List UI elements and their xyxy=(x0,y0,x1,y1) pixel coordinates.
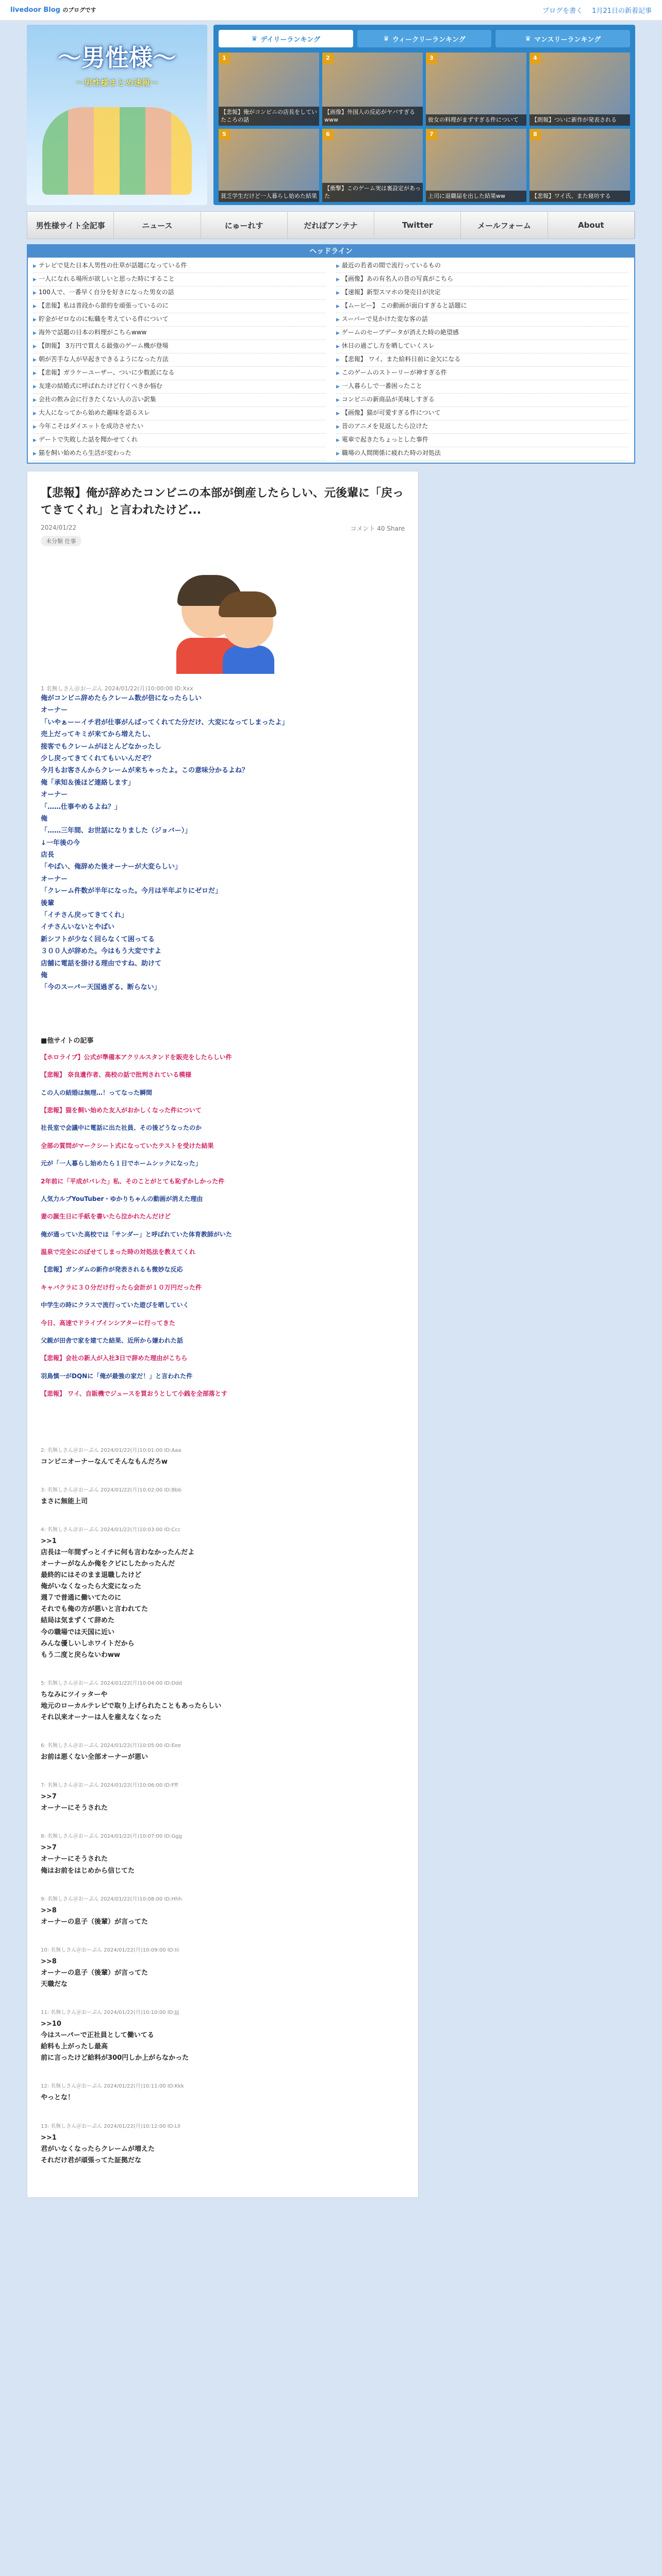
comment xyxy=(41,1446,405,1468)
recommended-link[interactable]: 【ホロライブ】公式が準備本アクリルスタンドを販売をしたらしい件 xyxy=(41,1053,232,1061)
comment-body: >>8 オーナーの息子（後輩）が言ってた xyxy=(41,1906,148,1926)
headline-link[interactable]: ▶ デートで失敗した話を聞かせてくれ xyxy=(33,434,326,447)
recommended-link[interactable]: 【悲報】 奈良遺作者、高校の話で批判されている模様 xyxy=(41,1071,192,1079)
headline-link[interactable]: ▶ 猫を飼い始めたら生活が変わった xyxy=(33,447,326,461)
recommended-link[interactable]: 俺が通っていた高校では「サンダー」と呼ばれていた体育教師がいた xyxy=(41,1230,232,1238)
headline-title: ヘッドライン xyxy=(28,245,634,258)
nav-news[interactable]: ニュース xyxy=(114,212,201,239)
comment xyxy=(41,2008,405,2064)
recommended-link[interactable]: 中学生の時にクラスで流行っていた遊びを晒していく xyxy=(41,1301,189,1309)
comment xyxy=(41,1525,405,1661)
brand-tail: のブログです xyxy=(62,7,96,13)
ranking-caption: 貧乏学生だけど一人暮らし始めた結果 xyxy=(219,191,319,202)
tab-daily-ranking[interactable] xyxy=(219,30,353,47)
headline-link[interactable]: ▶ 海外で話題の日本の料理がこちらwww xyxy=(33,327,326,340)
ranking-item[interactable] xyxy=(529,129,630,202)
headline-link[interactable]: ▶ ゲームのセーブデータが消えた時の絶望感 xyxy=(336,327,629,340)
tab-weekly-ranking[interactable] xyxy=(357,30,492,47)
comment-body: >>10 今はスーパーで正社員として働いてる 給料も上がったし最高 前に言ったけど給料が300円しか上がらなかった xyxy=(41,2020,189,2062)
ranking-caption: 【悲報】俺がコンビニの店長をしていたころの話 xyxy=(219,107,319,126)
comment-body: >>7 オーナーにそうされた 俺はお前をはじめから信じてた xyxy=(41,1844,135,1875)
headline-link[interactable]: ▶ 【悲報】 ワイ、また給料日前に金欠になる xyxy=(336,353,629,367)
recommended-link[interactable]: 全部の質問がマークシート式になっていたテストを受けた結果 xyxy=(41,1142,214,1149)
comment-count[interactable]: コメント 40 Share xyxy=(350,525,405,532)
comment xyxy=(41,1945,405,1990)
rank-badge: 7 xyxy=(426,129,437,140)
comment-header: 13: 名無しさん＠おーぷん 2024/01/22(月)10:12:00 ID:Lll xyxy=(41,2123,180,2129)
recommended-link[interactable]: 父親が田舎で家を建てた結果、近所から嫌われた話 xyxy=(41,1337,184,1345)
headline-link[interactable]: ▶ 貯金がゼロなのに転職を考えている件について xyxy=(33,313,326,327)
headline-link[interactable]: ▶ テレビで見た日本人男性の仕草が話題になっている件 xyxy=(33,260,326,273)
headline-link[interactable]: ▶ 職場の人間関係に疲れた時の対処法 xyxy=(336,447,629,461)
post-body: 俺がコンビニ辞めたらクレーム数が倍になったらしい オーナー 「いやぁーーイチ君が仕事がんばってくれてた分だけ、大変になってしまったよ」 売上だってキミが来てから増えたし、 接客でもクレームがほとんどなかったし 少し戻ってきてくれてもいいんだぞ？ 今月もお客さんからクレームが来ちゃったよ。この意味分かるよね？ 俺「承知＆後ほど連絡します」 オーナー 「……仕事やめるよね？」 俺 「……三年間、お世話になりました（ジョバー）」 ↓一年後の今 店長 「やばい、俺辞めた後オーナーが大変らしい」 オーナー 「クレーム件数が半年になった。今月は半年ぶりにゼロだ」 後輩 「イチさん戻ってきてくれ」 イチさんいないとやばい 新シフトが少なく回らなくて困ってる ３００人が辞めた。今はもう大変ですよ 店舗に電話を掛ける理由ですね、助けて 俺 「今のスーパー天国過ぎる、断らない」 xyxy=(41,694,289,992)
livedoor-blog-logo[interactable] xyxy=(10,6,96,14)
headline-link[interactable]: ▶ 休日の過ごし方を晒していくスレ xyxy=(336,340,629,353)
nav-antenna[interactable]: だれぽアンテナ xyxy=(288,212,374,239)
comment xyxy=(41,1894,405,1928)
comment-header: 9: 名無しさん＠おーぷん 2024/01/22(月)10:08:00 ID:Hhh xyxy=(41,1896,182,1902)
global-nav xyxy=(27,211,635,239)
recommended-link[interactable]: この人の結婚は無理…！ってなった瞬間 xyxy=(41,1089,153,1096)
headline-link[interactable]: ▶ 【画像】あの有名人の昔の写真がこちら xyxy=(336,273,629,286)
headline-link[interactable]: ▶ スーパーで見かけた変な客の話 xyxy=(336,313,629,327)
recommended-articles xyxy=(41,1035,405,1399)
headline-right-column xyxy=(331,258,634,463)
comment xyxy=(41,1832,405,1876)
comment-header: 3: 名無しさん＠おーぷん 2024/01/22(月)10:02:00 ID:Bbb xyxy=(41,1487,181,1493)
comment-header: 4: 名無しさん＠おーぷん 2024/01/22(月)10:03:00 ID:Ccc xyxy=(41,1527,181,1533)
ranking-caption: 【悲報】ワイ氏、また寝坊する xyxy=(529,191,630,202)
recommended-link[interactable]: 社長室で会議中に電話に出た社員、その後どうなったのか xyxy=(41,1124,202,1132)
comment-body: やっとな！ xyxy=(41,2094,75,2102)
headline-box xyxy=(27,244,635,464)
crown-icon: ♛ xyxy=(251,35,258,43)
shocked-people-illustration xyxy=(161,561,285,674)
ranking-item[interactable] xyxy=(426,53,526,126)
ranking-item[interactable] xyxy=(219,53,319,126)
top-bar xyxy=(0,0,662,21)
article-date: 2024/01/22 xyxy=(41,524,77,531)
rank-badge: 2 xyxy=(322,53,334,64)
recommended-link[interactable]: 【悲報】ガンダムの新作が発表されるも微妙な反応 xyxy=(41,1266,183,1274)
crown-icon: ♛ xyxy=(525,35,531,43)
comment xyxy=(41,1741,405,1763)
recommended-link[interactable]: 妻の誕生日に手紙を書いたら泣かれたんだけど xyxy=(41,1213,171,1221)
rank-badge: 3 xyxy=(426,53,437,64)
recommended-link[interactable]: キャバクラに３０分だけ行ったら会計が１０万円だった件 xyxy=(41,1283,202,1291)
ranking-item[interactable] xyxy=(322,129,423,202)
comment xyxy=(41,1485,405,1507)
category-tag[interactable]: 未分類 仕事 xyxy=(41,536,81,546)
comment-body: >>1 店長は一年間ずっとイチに何も言わなかったんだよ オーナーがなんか俺をクビにしたかったんだ 最終的にはそのまま退職したけど 俺がいなくなったら大変になった 週７で普通に働いてたのに それでも俺の方が悪いと言われてた 結局は気まずくて辞めた 今の職場では天国に近い みんな優しいしホワイトだから もう二度と戻らないわww xyxy=(41,1537,195,1659)
nav-about[interactable]: About xyxy=(548,212,635,239)
comments-section xyxy=(41,1446,405,2166)
comment xyxy=(41,2081,405,2104)
ranking-caption: 上司に退職届を出した結果ww xyxy=(426,191,526,202)
comment-header: 5: 名無しさん＠おーぷん 2024/01/22(月)10:04:00 ID:Ddd xyxy=(41,1680,182,1686)
headline-link[interactable]: ▶ 最近の若者の間で流行っているもの xyxy=(336,260,629,273)
comment xyxy=(41,2122,405,2166)
headline-link[interactable]: ▶ 一人暮らしで一番困ったこと xyxy=(336,380,629,394)
recommended-link[interactable]: 【悲報】猫を飼い始めた友人がおかしくなった件について xyxy=(41,1106,202,1114)
comment-body: お前は悪くない全部オーナーが悪い xyxy=(41,1753,148,1761)
recommended-link[interactable]: 人気力ルブYouTuber・ゆかりちゃんの動画が消えた理由 xyxy=(41,1195,203,1202)
headline-link[interactable]: ▶ 【画像】猫が可愛すぎる件について xyxy=(336,407,629,420)
comment-header: 11: 名無しさん＠おーぷん 2024/01/22(月)10:10:00 ID:Jjj xyxy=(41,2010,179,2016)
recommended-link[interactable]: 2年前に「平成がバレた」私、そのことがとても恥ずかしかった件 xyxy=(41,1177,225,1185)
headline-link[interactable]: ▶ 電車で起きたちょっとした事件 xyxy=(336,434,629,447)
write-blog-link[interactable]: ブログを書く xyxy=(542,7,583,15)
headline-link[interactable]: ▶ 【朗報】 3万円で買える最強のゲーム機が登場 xyxy=(33,340,326,353)
nav-twitter[interactable]: Twitter xyxy=(374,212,461,239)
headline-link[interactable]: ▶ 一人になれる場所が欲しいと思った時にすること xyxy=(33,273,326,286)
brand-main: livedoor xyxy=(10,6,41,14)
headline-link[interactable]: ▶ 【悲報】私は普段から節約を頑張っているのに xyxy=(33,300,326,313)
ranking-panel xyxy=(213,25,635,205)
comment-header: 10: 名無しさん＠おーぷん 2024/01/22(月)10:09:00 ID:Iii xyxy=(41,1947,179,1953)
nav-new-res[interactable]: にゅーれす xyxy=(201,212,288,239)
article-title: 【悲報】俺が辞めたコンビニの本部が倒産したらしい、元後輩に「戻ってきてくれ」と言われたけど... xyxy=(41,487,404,517)
comment-body: ちなみにツイッターや 地元のローカルテレビで取り上げられたこともあったらしい それ以来オーナーは人を雇えなくなった xyxy=(41,1690,222,1721)
headline-link[interactable]: ▶ 会社の飲み会に行きたくない人の言い訳集 xyxy=(33,394,326,407)
ranking-caption: 【画像】外国人の反応がヤバすぎるwww xyxy=(322,107,423,126)
site-subtitle: 〜男性様まとめ速報〜 xyxy=(75,78,158,88)
comment xyxy=(41,1781,405,1814)
post-header: 1 名無しさん＠おーぷん 2024/01/22(月)10:00:00 ID:Xxx xyxy=(41,685,193,692)
rank-badge: 4 xyxy=(529,53,541,64)
comment-body: まさに無能上司 xyxy=(41,1497,88,1505)
recommended-link[interactable]: 羽鳥慎一がDQNに「俺が最強の家だ！」と言われた件 xyxy=(41,1372,193,1380)
headline-link[interactable]: ▶ 【悲報】ガラケーユーザー、ついに少数派になる xyxy=(33,367,326,380)
ranking-item[interactable] xyxy=(219,129,319,202)
comment xyxy=(41,1679,405,1723)
ranking-caption: 彼女の料理がまずすぎる件について xyxy=(426,114,526,126)
comment-body: >>1 君がいなくなったらクレームが増えた それだけ君が頑張ってた証拠だな xyxy=(41,2133,155,2164)
headline-link[interactable]: ▶ このゲームのストーリーが神すぎる件 xyxy=(336,367,629,380)
rank-badge: 8 xyxy=(529,129,541,140)
ranking-item[interactable] xyxy=(529,53,630,126)
tab-monthly-ranking[interactable] xyxy=(495,30,630,47)
new-articles-link[interactable]: 1月21日の新着記事 xyxy=(592,7,652,15)
headline-link[interactable]: ▶ 今年こそはダイエットを成功させたい xyxy=(33,420,326,434)
recommended-link[interactable]: 【悲報】会社の新人が入社3日で辞めた理由がこちら xyxy=(41,1354,188,1362)
headline-link[interactable]: ▶ 朝が苦手な人が早起きできるようになった方法 xyxy=(33,353,326,367)
headline-link[interactable]: ▶ 友達の結婚式に呼ばれたけど行くべきか悩む xyxy=(33,380,326,394)
ranking-item[interactable] xyxy=(426,129,526,202)
recommended-link[interactable]: 元が「一人暮らし始めたら１日でホームシックになった」 xyxy=(41,1160,202,1167)
tab-label: ウィークリーランキング xyxy=(392,36,466,44)
headline-link[interactable]: ▶ 【ムービー】 この動画が面白すぎると話題に xyxy=(336,300,629,313)
headline-link[interactable]: ▶ 大人になってから始めた趣味を語るスレ xyxy=(33,407,326,420)
ranking-caption: 【朗報】ついに新作が発表される xyxy=(529,114,630,126)
nav-mail-form[interactable]: メールフォーム xyxy=(461,212,548,239)
recommended-link[interactable]: 【悲報】 ワイ、自販機でジュースを買おうとして小銭を全部落とす xyxy=(41,1390,227,1398)
rank-badge: 1 xyxy=(219,53,230,64)
tab-label: マンスリーランキング xyxy=(534,36,601,44)
brand-sub: Blog xyxy=(43,6,60,14)
recommended-link[interactable]: 今日、高速でドライブインシアターに行ってきた xyxy=(41,1319,175,1327)
comment-header: 6: 名無しさん＠おーぷん 2024/01/22(月)10:05:00 ID:Eee xyxy=(41,1743,181,1749)
characters-illustration xyxy=(42,107,192,195)
comment-body: >>8 オーナーの息子（後輩）が言ってた 天職だな xyxy=(41,1957,148,1989)
rank-badge: 5 xyxy=(219,129,230,140)
comment-header: 8: 名無しさん＠おーぷん 2024/01/22(月)10:07:00 ID:Ggg xyxy=(41,1834,182,1840)
crown-icon: ♛ xyxy=(383,35,389,43)
comment-header: 2: 名無しさん＠おーぷん 2024/01/22(月)10:01:00 ID:Aaa xyxy=(41,1447,181,1453)
headline-link[interactable]: ▶ 100人で、一番早く自分を好きになった男女の話 xyxy=(33,286,326,300)
ranking-caption: 【衝撃】このゲーム実は裏設定があった xyxy=(322,183,423,202)
nav-all-articles[interactable]: 男性様サイト全記事 xyxy=(27,212,114,239)
comment-body: >>7 オーナーにそうされた xyxy=(41,1793,108,1812)
ranking-item[interactable] xyxy=(322,53,423,126)
article-main xyxy=(27,471,419,2198)
site-title: 〜男性様〜 xyxy=(58,44,176,72)
tab-label: デイリーランキング xyxy=(260,36,321,44)
comment-header: 12: 名無しさん＠おーぷん 2024/01/22(月)10:11:00 ID:Kkk xyxy=(41,2083,184,2090)
headline-link[interactable]: ▶ コンビニの新商品が美味しすぎる xyxy=(336,394,629,407)
recommended-title: ■他サイトの記事 xyxy=(41,1037,94,1045)
headline-link[interactable]: ▶ 昔のアニメを見返したら泣けた xyxy=(336,420,629,434)
comment-body: コンビニオーナーなんてそんなもんだろw xyxy=(41,1458,168,1466)
site-logo[interactable] xyxy=(27,25,207,205)
comment-header: 7: 名無しさん＠おーぷん 2024/01/22(月)10:06:00 ID:Fff xyxy=(41,1783,178,1789)
recommended-link[interactable]: 温泉で完全にのぼせてしまった時の対処法を教えてくれ xyxy=(41,1248,196,1256)
rank-badge: 6 xyxy=(322,129,334,140)
headline-left-column xyxy=(28,258,331,463)
headline-link[interactable]: ▶ 【速報】新型スマホの発売日が決定 xyxy=(336,286,629,300)
